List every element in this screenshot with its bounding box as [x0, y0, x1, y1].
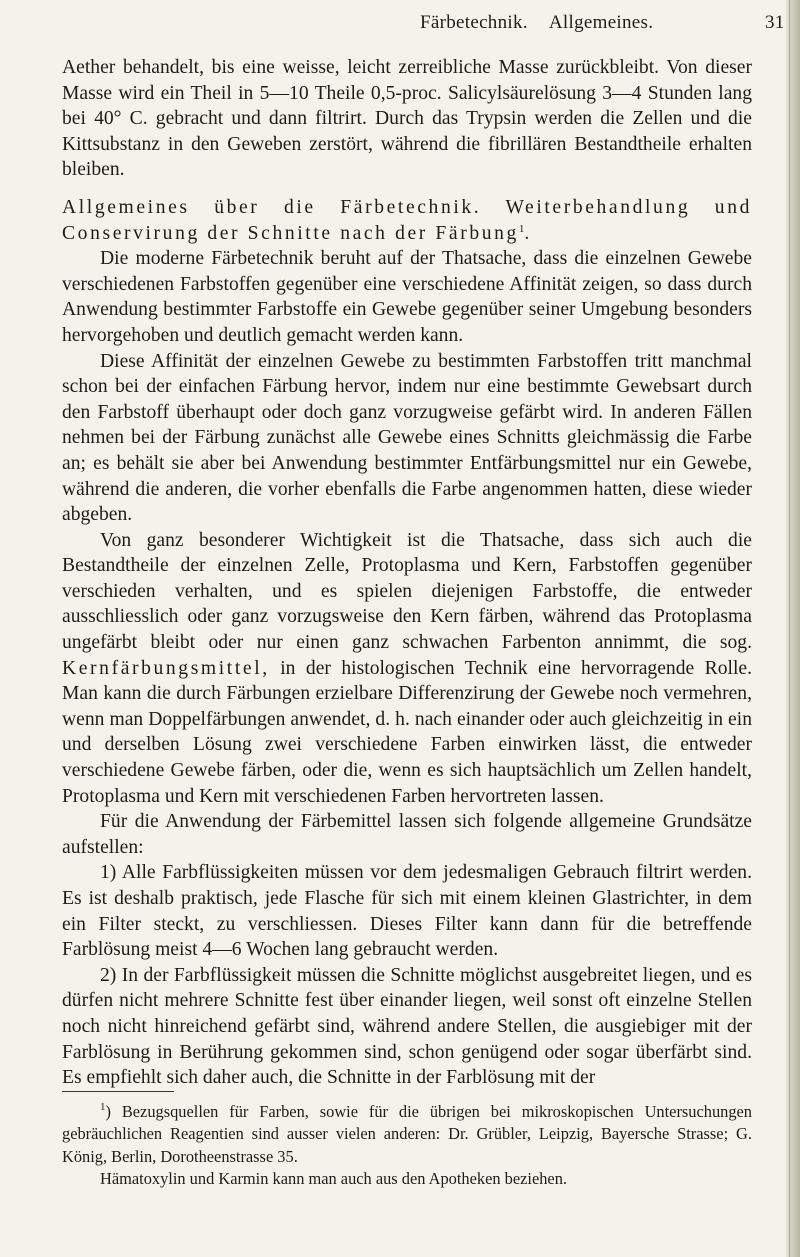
paragraph: Diese Affinität der einzelnen Gewebe zu bestimmten Farbstoffen tritt manchmal schon bei der einfachen Färbung hervor, indem nur eine bestimmte Gewebsart durch den Farbstoff überhaupt oder doch ganz vorzugweise gefärbt wird. In anderen Fällen nehmen bei der Färbung zunächst alle Gewebe eines Schnitts gleichmässig die Farbe an; es behält sie aber bei Anwendung bestimmter Entfärbungsmittel nur ein Gewebe, während die anderen, die vorher ebenfalls die Farbe angenommen hatten, diese wieder abgeben. [62, 350, 752, 526]
page-number: 31 [765, 12, 785, 33]
footnote-text: ) Bezugsquellen für Farben, sowie für die übrigen bei mikroskopischen Untersuchungen gebräuchlichen Reagentien sind ausser vielen anderen: Dr. Grübler, Leipzig, Bayersche Strasse; G. König, Berlin, Dorotheenstrasse 35. [62, 1102, 752, 1166]
paragraph-text: Von ganz besonderer Wichtigkeit ist die Thatsache, dass sich auch die Bestandtheile der einzelnen Zelle, Protoplasma und Kern, Farbstoffen gegenüber verschieden verhalten, und es spielen diejenigen Farbstoffe, die entweder ausschliesslich oder ganz vorzugsweise den Kern färben, während das Protoplasma ungefärbt bleibt oder nur einen ganz schwachen Farbenton annimmt, die sog. [62, 529, 752, 654]
paragraph [62, 528, 752, 810]
footnote [62, 1101, 752, 1168]
section-heading-end: . [524, 222, 530, 244]
section-heading-text: Allgemeines über die Färbetechnik. Weiterbehandlung und Conservirung der Schnitte nach der Färbung [62, 196, 752, 244]
main-text [62, 55, 752, 1091]
emphasized-term: Kernfärbungsmittel, [62, 657, 270, 679]
header-section-title: Färbetechnik. [420, 12, 528, 33]
header-subsection-title: Allgemeines. [548, 12, 654, 33]
footnote-number: 1 [100, 1101, 106, 1113]
page-edge-shadow [789, 0, 790, 1257]
numbered-paragraph: 1) Alle Farbflüssigkeiten müssen vor dem jedesmaligen Gebrauch filtrirt werden. Es ist deshalb praktisch, jede Flasche für sich mit einem kleinen Glastrichter, in dem ein Filter steckt, zu verschliessen. Dieses Filter kann dann für die betreffende Farblösung meist 4—6 Wochen lang gebraucht werden. [62, 862, 752, 961]
paragraph-text: in der histologischen Technik eine hervorragende Rolle. Man kann die durch Färbungen erzielbare Differenzirung der Gewebe noch vermehren, wenn man Doppelfärbungen anwendet, d. h. nach einander oder auch gleichzeitig in ein und derselben Lösung zwei verschiedene Farben einwirken lässt, die entweder verschiedene Gewebe färben, oder die, wenn es sich hauptsächlich um Zellen handelt, Protoplasma und Kern mit verschiedenen Farben hervortreten lassen. [62, 657, 753, 807]
paragraph: Die moderne Färbetechnik beruht auf der Thatsache, dass die einzelnen Gewebe verschiedenen Farbstoffen gegenüber eine verschiedene Affinität zeigen, so dass durch Anwendung bestimmter Farbstoffe ein Gewebe gegenüber seiner Umgebung besonders hervorgehoben und deutlich gemacht werden kann. [62, 248, 752, 346]
paragraph-continued: Aether behandelt, bis eine weisse, leicht zerreibliche Masse zurückbleibt. Von dieser Masse wird ein Theil in 5—10 Theile 0,5-proc. Salicylsäurelösung 3—4 Stunden lang bei 40° C. gebracht und dann filtrirt. Durch das Trypsin werden die Zellen und die Kittsubstanz in den Geweben zerstört, während die fibrillären Bestandtheile erhalten bleiben. [62, 57, 752, 181]
numbered-paragraph: 2) In der Farbflüssigkeit müssen die Schnitte möglichst ausgebreitet liegen, und es dürfen nicht mehrere Schnitte fest über einander liegen, weil sonst oft einzelne Stellen noch nicht hinreichend gefärbt sind, während andere Stellen, die ausgiebiger mit der Farblösung in Berührung gekommen sind, schon genügend oder sogar überfärbt sind. Es empfiehlt sich daher auch, die Schnitte in der Farblösung mit der [62, 964, 752, 1089]
footnotes [62, 1101, 752, 1191]
footnote: Hämatoxylin und Karmin kann man auch aus den Apotheken beziehen. [100, 1169, 567, 1189]
paragraph: Für die Anwendung der Färbemittel lassen sich folgende allgemeine Grundsätze aufstellen: [62, 811, 752, 858]
section-heading [62, 195, 752, 246]
footnote-divider [62, 1091, 174, 1092]
running-header [420, 12, 785, 34]
footnote-marker: 1 [518, 222, 525, 235]
